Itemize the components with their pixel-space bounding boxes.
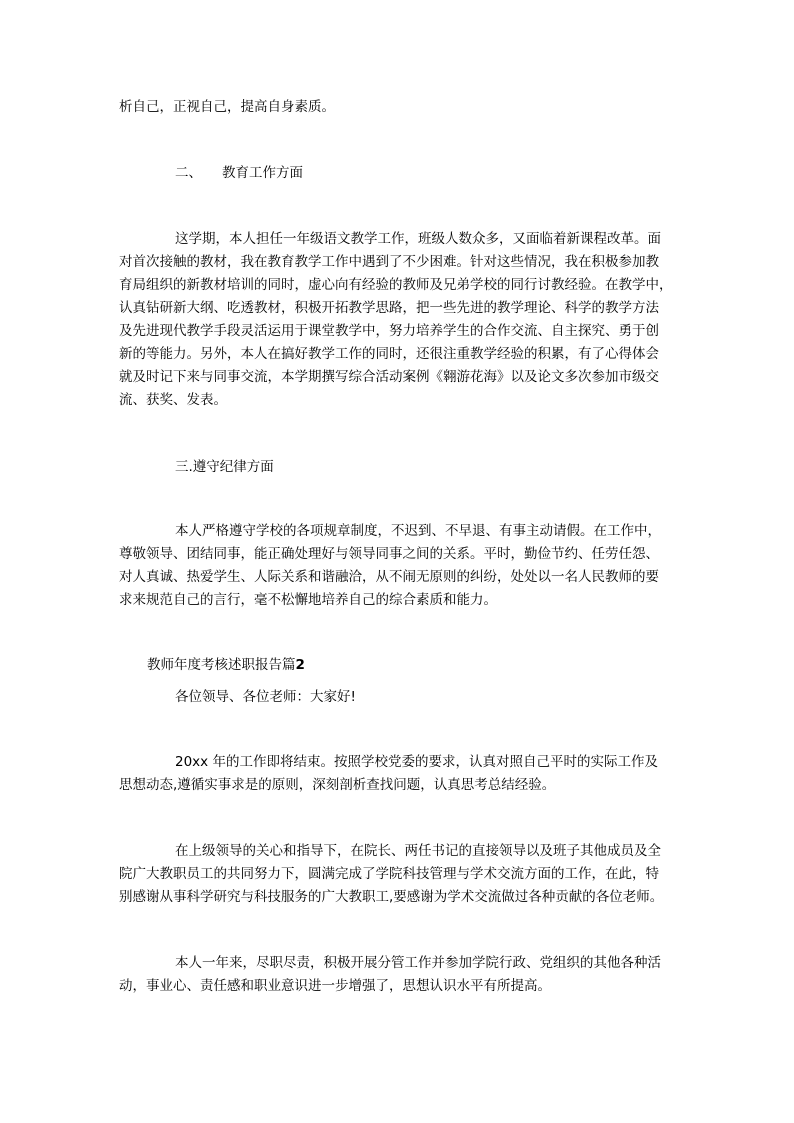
part2-greeting: 各位领导、各位老师：大家好! — [175, 689, 356, 705]
section2-line: 新的等能力。另外，本人在搞好教学工作的同时，还很注重教学经验的积累，有了心得体会 — [119, 346, 659, 362]
section3-line: 对人真诚、热爱学生、人际关系和谐融洽，从不闹无原则的纠纷，处处以一名人民教师的要 — [119, 569, 659, 585]
part2-para1-line: 20xx 年的工作即将结束。按照学校党委的要求，认真对照自己平时的实际工作及 — [175, 754, 658, 770]
part2-title-number: 2 — [295, 657, 305, 673]
section3-line: 求来规范自己的言行，毫不松懈地培养自己的综合素质和能力。 — [119, 592, 497, 608]
part2-title-prefix: 教师年度考核述职报告篇 — [147, 657, 296, 673]
section2-line: 流、获奖、发表。 — [119, 392, 227, 408]
part2-para3-line: 动，事业心、责任感和职业意识进一步增强了，思想认识水平有所提高。 — [119, 978, 551, 994]
section2-heading-number: 二、 — [175, 165, 202, 181]
section3-line: 本人严格遵守学校的各项规章制度，不迟到、不早退、有事主动请假。在工作中， — [175, 523, 661, 539]
intro-end-line: 析自己，正视自己，提高自身素质。 — [119, 99, 335, 115]
section3-line: 尊敬领导、团结同事，能正确处理好与领导同事之间的关系。平时，勤俭节约、任劳任怨、 — [119, 546, 659, 562]
part2-para2-line: 在上级领导的关心和指导下，在院长、两任书记的直接领导以及班子其他成员及全 — [175, 843, 661, 859]
section2-line: 及先进现代教学手段灵活运用于课堂教学中，努力培养学生的合作交流、自主探究、勇于创 — [119, 323, 659, 339]
section2-line: 育局组织的新教材培训的同时，虚心向有经验的教师及兄弟学校的同行讨教经验。在教学中， — [119, 277, 673, 293]
section2-heading-text: 教育工作方面 — [222, 165, 303, 181]
section2-line: 这学期，本人担任一年级语文教学工作，班级人数众多，又面临着新课程改革。面 — [175, 231, 661, 247]
part2-title — [147, 654, 305, 676]
section2-line: 对首次接触的教材，我在教育教学工作中遇到了不少困难。针对这些情况，我在积极参加教 — [119, 254, 659, 270]
section2-line: 认真钻研新大纲、吃透教材，积极开拓教学思路，把一些先进的教学理论、科学的教学方法 — [119, 300, 659, 316]
section2-line: 就及时记下来与同事交流，本学期撰写综合活动案例《翱游花海》以及论文多次参加市级交 — [119, 369, 659, 385]
part2-para2-line: 院广大教职员工的共同努力下，圆满完成了学院科技管理与学术交流方面的工作，在此，特 — [119, 866, 659, 882]
section2-heading — [175, 162, 303, 184]
part2-para3-line: 本人一年来，尽职尽责，积极开展分管工作并参加学院行政、党组织的其他各种活 — [175, 955, 661, 971]
part2-para1-line: 思想动态,遵循实事求是的原则，深刻剖析查找问题，认真思考总结经验。 — [119, 777, 556, 793]
part2-para2-line: 别感谢从事科学研究与科技服务的广大教职工,要感谢为学术交流做过各种贡献的各位老师。 — [119, 889, 664, 905]
section3-heading: 三.遵守纪律方面 — [175, 459, 274, 475]
